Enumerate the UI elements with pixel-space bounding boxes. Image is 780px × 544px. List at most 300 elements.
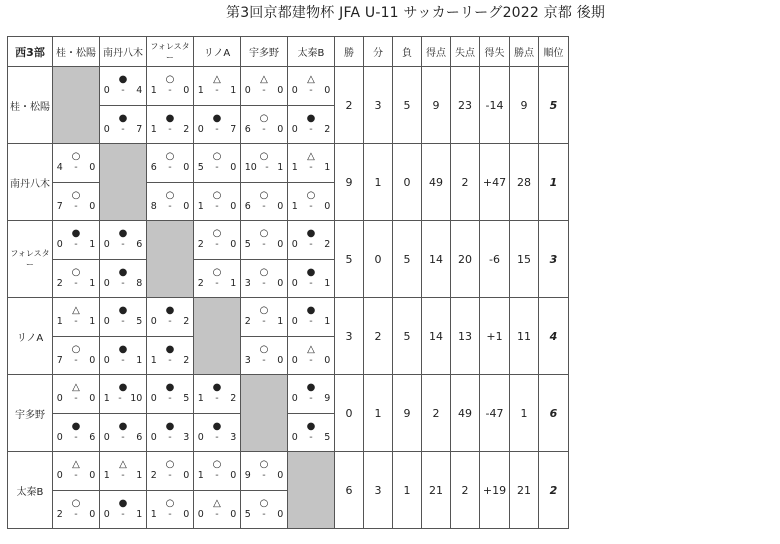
score-separator: - xyxy=(118,393,122,405)
wins-value: 2 xyxy=(335,67,364,144)
result-mark: ○ xyxy=(212,151,222,163)
score-away: 7 xyxy=(230,123,237,135)
match-results xyxy=(194,67,240,143)
game-result xyxy=(194,259,240,298)
score-line xyxy=(57,470,96,482)
match-cell xyxy=(241,144,288,221)
match-results xyxy=(100,67,146,143)
score-away: 0 xyxy=(230,508,237,520)
score-home: 0 xyxy=(103,316,110,328)
rank-value: 6 xyxy=(539,375,569,452)
match-results xyxy=(100,221,146,297)
score-separator: - xyxy=(121,508,125,520)
score-home: 0 xyxy=(150,316,157,328)
score-line xyxy=(292,316,331,328)
header-row xyxy=(8,37,569,67)
score-away: 0 xyxy=(277,85,284,97)
game-result xyxy=(53,298,99,336)
score-home: 1 xyxy=(150,508,157,520)
result-mark: ● xyxy=(165,382,175,394)
score-home: 7 xyxy=(56,200,63,212)
result-mark: ● xyxy=(71,420,81,432)
game-result xyxy=(241,490,287,529)
score-home: 6 xyxy=(244,123,251,135)
score-line xyxy=(57,201,96,213)
score-away: 0 xyxy=(230,162,237,174)
score-away: 0 xyxy=(230,470,237,482)
score-separator: - xyxy=(262,239,266,251)
score-line xyxy=(198,470,237,482)
score-separator: - xyxy=(121,354,125,366)
result-mark: ○ xyxy=(306,189,316,201)
result-mark: ○ xyxy=(212,459,222,471)
score-away: 1 xyxy=(89,316,96,328)
team-header-1: 南丹八木 xyxy=(100,37,147,67)
score-away: 0 xyxy=(277,277,284,289)
team-row xyxy=(8,144,569,221)
match-cell xyxy=(288,67,335,144)
score-separator: - xyxy=(215,508,219,520)
score-separator: - xyxy=(215,393,219,405)
score-away: 0 xyxy=(277,239,284,251)
score-line xyxy=(104,470,143,482)
score-line xyxy=(104,85,143,97)
score-away: 3 xyxy=(183,431,190,443)
score-home: 1 xyxy=(103,470,110,482)
score-away: 2 xyxy=(230,393,237,405)
score-line xyxy=(245,278,284,290)
score-away: 0 xyxy=(89,354,96,366)
score-separator: - xyxy=(309,123,313,135)
game-result xyxy=(288,336,334,375)
result-mark: ● xyxy=(306,382,316,394)
score-line xyxy=(57,316,96,328)
rank-value: 2 xyxy=(539,452,569,529)
score-away: 1 xyxy=(230,85,237,97)
game-result xyxy=(53,336,99,375)
match-cell xyxy=(147,144,194,221)
game-result xyxy=(100,259,146,298)
score-home: 0 xyxy=(197,508,204,520)
score-home: 0 xyxy=(103,123,110,135)
match-cell xyxy=(100,375,147,452)
score-home: 1 xyxy=(150,85,157,97)
score-home: 2 xyxy=(197,277,204,289)
team-row xyxy=(8,452,569,529)
score-home: 0 xyxy=(244,85,251,97)
result-mark: ● xyxy=(118,305,128,317)
score-home: 7 xyxy=(56,354,63,366)
score-line xyxy=(104,124,143,136)
result-mark: ● xyxy=(212,382,222,394)
score-home: 2 xyxy=(56,508,63,520)
score-home: 0 xyxy=(197,123,204,135)
score-separator: - xyxy=(262,85,266,97)
score-line xyxy=(245,162,284,174)
result-mark: ○ xyxy=(71,497,81,509)
score-away: 2 xyxy=(183,354,190,366)
score-separator: - xyxy=(309,200,313,212)
game-result xyxy=(288,182,334,221)
score-home: 0 xyxy=(291,354,298,366)
score-home: 0 xyxy=(150,431,157,443)
result-mark: △ xyxy=(119,459,127,471)
game-result xyxy=(194,375,240,413)
result-mark: ○ xyxy=(259,189,269,201)
draws-value: 2 xyxy=(364,298,393,375)
goals-for-value: 2 xyxy=(422,375,451,452)
score-separator: - xyxy=(215,470,219,482)
score-away: 1 xyxy=(277,316,284,328)
score-line xyxy=(151,124,190,136)
game-result xyxy=(147,67,193,105)
score-home: 2 xyxy=(197,239,204,251)
match-cell xyxy=(194,221,241,298)
game-result xyxy=(288,105,334,144)
score-separator: - xyxy=(168,123,172,135)
score-line xyxy=(245,85,284,97)
goal-diff-value: +47 xyxy=(480,144,510,221)
game-result xyxy=(53,490,99,529)
game-result xyxy=(288,375,334,413)
score-away: 2 xyxy=(324,123,331,135)
losses-value: 9 xyxy=(393,375,422,452)
score-line xyxy=(151,316,190,328)
match-results xyxy=(288,298,334,374)
score-separator: - xyxy=(215,85,219,97)
score-separator: - xyxy=(309,316,313,328)
goals-against-value: 2 xyxy=(451,452,480,529)
score-away: 0 xyxy=(277,470,284,482)
team-row xyxy=(8,375,569,452)
score-separator: - xyxy=(262,508,266,520)
score-line xyxy=(292,355,331,367)
result-mark: ● xyxy=(165,112,175,124)
draws-value: 3 xyxy=(364,67,393,144)
score-separator: - xyxy=(74,239,78,251)
team-row xyxy=(8,298,569,375)
match-results xyxy=(100,298,146,374)
team-header-2: フォレスター xyxy=(147,37,194,67)
score-home: 1 xyxy=(150,354,157,366)
score-home: 3 xyxy=(244,277,251,289)
score-home: 0 xyxy=(103,431,110,443)
score-away: 1 xyxy=(89,239,96,251)
score-away: 4 xyxy=(136,85,143,97)
match-cell xyxy=(288,144,335,221)
game-result xyxy=(288,298,334,336)
score-line xyxy=(198,239,237,251)
result-mark: ● xyxy=(118,266,128,278)
game-result xyxy=(241,336,287,375)
score-home: 5 xyxy=(244,239,251,251)
page-title: 第3回京都建物杯 JFA U-11 サッカーリーグ2022 京都 後期 xyxy=(226,5,606,21)
score-separator: - xyxy=(121,316,125,328)
score-home: 2 xyxy=(244,316,251,328)
score-away: 0 xyxy=(183,200,190,212)
score-home: 1 xyxy=(291,162,298,174)
draws-value: 1 xyxy=(364,375,393,452)
result-mark: ○ xyxy=(71,189,81,201)
result-mark: ● xyxy=(306,420,316,432)
game-result xyxy=(241,144,287,182)
game-result xyxy=(100,105,146,144)
points-value: 28 xyxy=(510,144,539,221)
match-cell xyxy=(241,452,288,529)
score-home: 0 xyxy=(103,277,110,289)
losses-header: 負 xyxy=(393,37,422,67)
result-mark: ● xyxy=(306,228,316,240)
score-line xyxy=(292,85,331,97)
score-separator: - xyxy=(74,200,78,212)
game-result xyxy=(53,221,99,259)
result-mark: △ xyxy=(260,74,268,86)
match-results xyxy=(194,375,240,451)
goals-for-value: 14 xyxy=(422,298,451,375)
goal-diff-value: +19 xyxy=(480,452,510,529)
game-result xyxy=(53,182,99,221)
score-home: 10 xyxy=(244,162,257,174)
score-line xyxy=(198,162,237,174)
result-mark: ○ xyxy=(259,228,269,240)
score-home: 0 xyxy=(103,239,110,251)
game-result xyxy=(147,452,193,490)
score-separator: - xyxy=(309,277,313,289)
score-away: 0 xyxy=(89,162,96,174)
game-result xyxy=(53,452,99,490)
score-line xyxy=(151,470,190,482)
self-match-cell xyxy=(147,221,194,298)
score-line xyxy=(245,239,284,251)
result-mark: ● xyxy=(118,420,128,432)
score-away: 2 xyxy=(183,316,190,328)
score-home: 1 xyxy=(197,470,204,482)
match-cell xyxy=(288,298,335,375)
score-home: 9 xyxy=(244,470,251,482)
wins-value: 5 xyxy=(335,221,364,298)
score-line xyxy=(198,432,237,444)
game-result xyxy=(147,105,193,144)
score-away: 10 xyxy=(130,393,143,405)
team-name: 桂・松陽 xyxy=(8,67,53,144)
score-home: 2 xyxy=(150,470,157,482)
result-mark: ● xyxy=(212,112,222,124)
draws-value: 3 xyxy=(364,452,393,529)
score-home: 0 xyxy=(291,277,298,289)
score-line xyxy=(151,85,190,97)
match-results xyxy=(241,221,287,297)
score-line xyxy=(292,124,331,136)
team-row xyxy=(8,67,569,144)
score-away: 0 xyxy=(324,200,331,212)
score-line xyxy=(245,509,284,521)
score-separator: - xyxy=(215,239,219,251)
score-separator: - xyxy=(74,393,78,405)
result-mark: △ xyxy=(213,74,221,86)
goals-against-header: 失点 xyxy=(451,37,480,67)
game-result xyxy=(241,452,287,490)
score-away: 0 xyxy=(277,200,284,212)
score-line xyxy=(198,85,237,97)
score-away: 7 xyxy=(136,123,143,135)
score-separator: - xyxy=(309,239,313,251)
score-away: 0 xyxy=(89,470,96,482)
wins-value: 3 xyxy=(335,298,364,375)
score-separator: - xyxy=(121,239,125,251)
match-cell xyxy=(100,298,147,375)
score-line xyxy=(292,201,331,213)
match-results xyxy=(53,144,99,220)
score-home: 0 xyxy=(103,508,110,520)
match-cell xyxy=(241,67,288,144)
result-mark: ○ xyxy=(259,497,269,509)
game-result xyxy=(147,298,193,336)
score-separator: - xyxy=(168,200,172,212)
match-cell xyxy=(288,221,335,298)
self-match-cell xyxy=(100,144,147,221)
score-away: 0 xyxy=(230,239,237,251)
score-line xyxy=(245,470,284,482)
result-mark: ● xyxy=(306,305,316,317)
goal-diff-value: -47 xyxy=(480,375,510,452)
game-result xyxy=(241,259,287,298)
match-cell xyxy=(241,298,288,375)
game-result xyxy=(241,221,287,259)
score-separator: - xyxy=(215,431,219,443)
score-home: 0 xyxy=(56,470,63,482)
game-result xyxy=(288,413,334,452)
score-away: 1 xyxy=(324,316,331,328)
result-mark: △ xyxy=(72,305,80,317)
wins-header: 勝 xyxy=(335,37,364,67)
score-line xyxy=(292,278,331,290)
score-home: 0 xyxy=(56,431,63,443)
score-away: 5 xyxy=(324,431,331,443)
match-results xyxy=(194,144,240,220)
game-result xyxy=(100,490,146,529)
wins-value: 0 xyxy=(335,375,364,452)
score-away: 0 xyxy=(183,85,190,97)
result-mark: ● xyxy=(165,305,175,317)
score-separator: - xyxy=(168,316,172,328)
match-results xyxy=(147,375,193,451)
score-line xyxy=(245,355,284,367)
goal-diff-value: +1 xyxy=(480,298,510,375)
result-mark: △ xyxy=(72,382,80,394)
score-away: 0 xyxy=(89,200,96,212)
match-cell xyxy=(241,221,288,298)
division-header: 西3部 xyxy=(8,37,53,67)
game-result xyxy=(194,413,240,452)
score-separator: - xyxy=(215,200,219,212)
score-line xyxy=(292,432,331,444)
self-match-cell xyxy=(53,67,100,144)
match-cell xyxy=(53,298,100,375)
game-result xyxy=(53,259,99,298)
result-mark: ○ xyxy=(165,459,175,471)
losses-value: 1 xyxy=(393,452,422,529)
result-mark: ● xyxy=(165,420,175,432)
score-away: 1 xyxy=(277,162,284,174)
score-line xyxy=(104,509,143,521)
score-separator: - xyxy=(168,162,172,174)
score-home: 0 xyxy=(56,239,63,251)
game-result xyxy=(194,490,240,529)
score-home: 1 xyxy=(103,393,110,405)
score-home: 2 xyxy=(56,277,63,289)
goal-diff-header: 得失 xyxy=(480,37,510,67)
score-away: 0 xyxy=(324,354,331,366)
score-separator: - xyxy=(309,393,313,405)
score-line xyxy=(292,393,331,405)
score-separator: - xyxy=(215,123,219,135)
score-line xyxy=(245,201,284,213)
points-value: 21 xyxy=(510,452,539,529)
score-separator: - xyxy=(74,470,78,482)
game-result xyxy=(100,336,146,375)
team-header-5: 太秦B xyxy=(288,37,335,67)
result-mark: ○ xyxy=(259,343,269,355)
goals-for-value: 9 xyxy=(422,67,451,144)
goal-diff-value: -6 xyxy=(480,221,510,298)
score-home: 1 xyxy=(197,200,204,212)
score-away: 2 xyxy=(324,239,331,251)
team-header-0: 桂・松陽 xyxy=(53,37,100,67)
score-home: 1 xyxy=(291,200,298,212)
score-line xyxy=(198,509,237,521)
game-result xyxy=(241,182,287,221)
score-line xyxy=(245,124,284,136)
game-result xyxy=(194,67,240,105)
draws-value: 0 xyxy=(364,221,393,298)
score-away: 0 xyxy=(183,162,190,174)
game-result xyxy=(100,298,146,336)
score-away: 0 xyxy=(230,200,237,212)
score-away: 1 xyxy=(324,277,331,289)
result-mark: ○ xyxy=(165,74,175,86)
wins-value: 9 xyxy=(335,144,364,221)
score-home: 0 xyxy=(291,316,298,328)
result-mark: ● xyxy=(118,497,128,509)
match-results xyxy=(147,67,193,143)
result-mark: ● xyxy=(306,266,316,278)
score-line xyxy=(198,124,237,136)
score-line xyxy=(104,432,143,444)
score-away: 1 xyxy=(230,277,237,289)
score-separator: - xyxy=(309,354,313,366)
game-result xyxy=(241,298,287,336)
team-header-3: リノA xyxy=(194,37,241,67)
game-result xyxy=(147,182,193,221)
game-result xyxy=(100,452,146,490)
match-results xyxy=(53,221,99,297)
result-mark: ● xyxy=(118,343,128,355)
game-result xyxy=(100,67,146,105)
result-mark: ○ xyxy=(165,189,175,201)
score-home: 4 xyxy=(56,162,63,174)
score-home: 0 xyxy=(291,123,298,135)
score-home: 8 xyxy=(150,200,157,212)
score-home: 0 xyxy=(291,85,298,97)
score-line xyxy=(198,393,237,405)
score-line xyxy=(57,393,96,405)
score-line xyxy=(57,509,96,521)
score-separator: - xyxy=(74,354,78,366)
score-line xyxy=(245,316,284,328)
score-separator: - xyxy=(121,123,125,135)
losses-value: 5 xyxy=(393,221,422,298)
game-result xyxy=(53,375,99,413)
